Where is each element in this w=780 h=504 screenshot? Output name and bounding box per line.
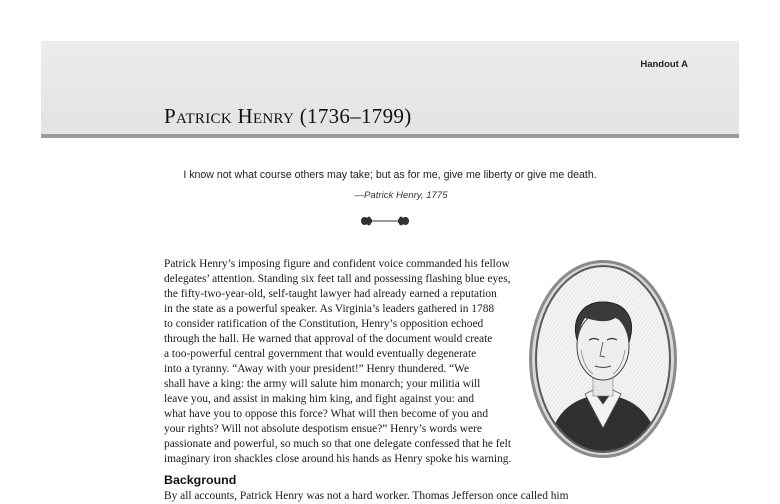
intro-line: Patrick Henry’s imposing figure and confident voice commanded his fellow [164, 258, 510, 270]
intro-line: passionate and powerful, so much so that one delegate confessed that he felt [164, 438, 511, 450]
intro-line: imaginary iron shackles close around his hands as Henry spoke his warning. [164, 453, 512, 465]
intro-line: your rights? Will not absolute despotism ensue?” Henry’s words were [164, 423, 482, 435]
intro-line: shall have a king: the army will salute him monarch; your militia will [164, 378, 481, 390]
intro-line: what have you to oppose this force? What will then become of you and [164, 408, 489, 420]
epigraph-attribution: —Patrick Henry, 1775 [354, 190, 448, 201]
section-heading-background: Background [164, 473, 237, 487]
intro-line: in the state as a powerful speaker. As Virginia’s leaders gathered in 1788 [164, 303, 495, 315]
ornament-divider-icon [355, 213, 415, 229]
handout-label: Handout A [640, 59, 688, 70]
intro-line: to consider ratification of the Constitution, Henry’s opposition echoed [164, 318, 484, 330]
epigraph-quote: I know not what course others may take; but as for me, give me liberty or give me death. [183, 169, 597, 181]
intro-line: leave you, and assist in making him king, and fight against you: and [164, 393, 475, 405]
page-title: Patrick Henry (1736–1799) [164, 104, 412, 128]
intro-line: a too-powerful central government that would eventually degenerate [164, 348, 477, 360]
intro-line: delegates’ attention. Standing six feet tall and possessing flashing blue eyes, [164, 273, 511, 285]
background-first-line: By all accounts, Patrick Henry was not a hard worker. Thomas Jefferson once called him [164, 490, 569, 502]
intro-line: through the hall. He warned that approval of the document would create [164, 333, 493, 345]
header-rule [41, 134, 739, 138]
intro-paragraph [164, 257, 564, 467]
intro-line: into a tyranny. “Away with your president!” Henry thundered. “We [164, 363, 470, 375]
intro-line: the fifty-two-year-old, self-taught lawyer had already earned a reputation [164, 288, 497, 300]
portrait-engraving-icon [527, 258, 679, 460]
